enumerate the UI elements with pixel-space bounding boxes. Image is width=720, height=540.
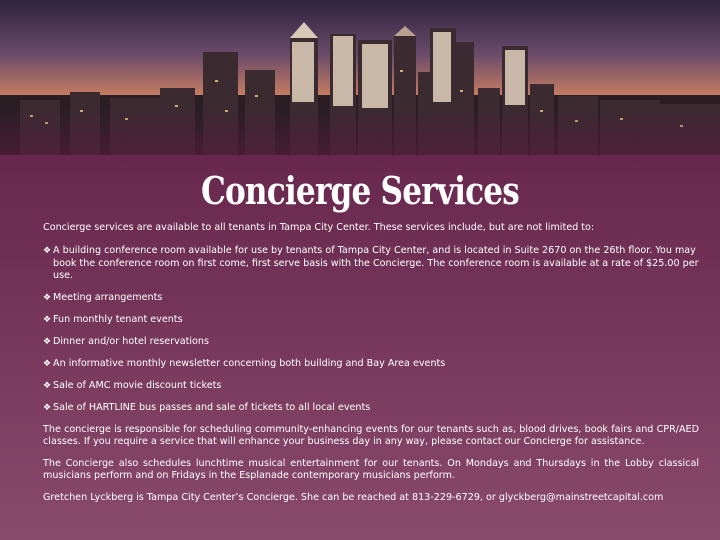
page-title: Concierge Services xyxy=(200,168,520,213)
diamond-bullet-icon: ❖ xyxy=(43,336,52,347)
diamond-bullet-icon: ❖ xyxy=(43,293,52,304)
list-item xyxy=(43,358,699,370)
list-item xyxy=(43,292,699,304)
list-item-text: An informative monthly newsletter concerning both building and Bay Area events xyxy=(53,357,446,369)
list-item xyxy=(43,245,699,282)
intro-text: Concierge services are available to all tenants in Tampa City Center. These services include, but are not limited to: xyxy=(43,222,595,233)
diamond-bullet-icon: ❖ xyxy=(43,315,52,326)
list-item xyxy=(43,380,699,392)
list-item xyxy=(43,314,699,326)
music-paragraph: The Concierge also schedules lunchtime musical entertainment for our tenants. On Mondays and Thursdays in the Lobby classical musicians perform and on Fridays in the Esplanade contemporary musicians perform. xyxy=(43,457,699,482)
city-skyline-photo xyxy=(0,0,720,155)
list-item-text: Dinner and/or hotel reservations xyxy=(53,335,209,347)
diamond-bullet-icon: ❖ xyxy=(43,358,52,369)
events-paragraph: The concierge is responsible for scheduling community-enhancing events for our tenants such as, blood drives, book fairs and CPR/AED classes. If you require a service that will enhance your business day in any way, please contact our Concierge for assistance. xyxy=(43,423,699,447)
diamond-bullet-icon: ❖ xyxy=(43,380,52,391)
diamond-bullet-icon: ❖ xyxy=(43,246,52,257)
diamond-bullet-icon: ❖ xyxy=(43,402,52,413)
list-item xyxy=(43,336,699,348)
content-body xyxy=(43,222,699,514)
contact-paragraph: Gretchen Lyckberg is Tampa City Center’s Concierge. She can be reached at 813-229-6729, or glyckberg@mainstreetcapital.com xyxy=(43,492,664,504)
list-item xyxy=(43,402,699,414)
list-item-text: Sale of AMC movie discount tickets xyxy=(53,379,222,391)
list-item-text: Sale of HARTLINE bus passes and sale of tickets to all local events xyxy=(53,401,371,413)
list-item-text: Fun monthly tenant events xyxy=(53,314,183,326)
list-item-text: Meeting arrangements xyxy=(53,292,163,304)
list-item-text: A building conference room available for use by tenants of Tampa City Center, and is located in Suite 2670 on the 26th floor. You may book the conference room on first come, first serve basis with the Concierge. The conference room is available at a rate of $25.00 per use. xyxy=(53,245,699,282)
